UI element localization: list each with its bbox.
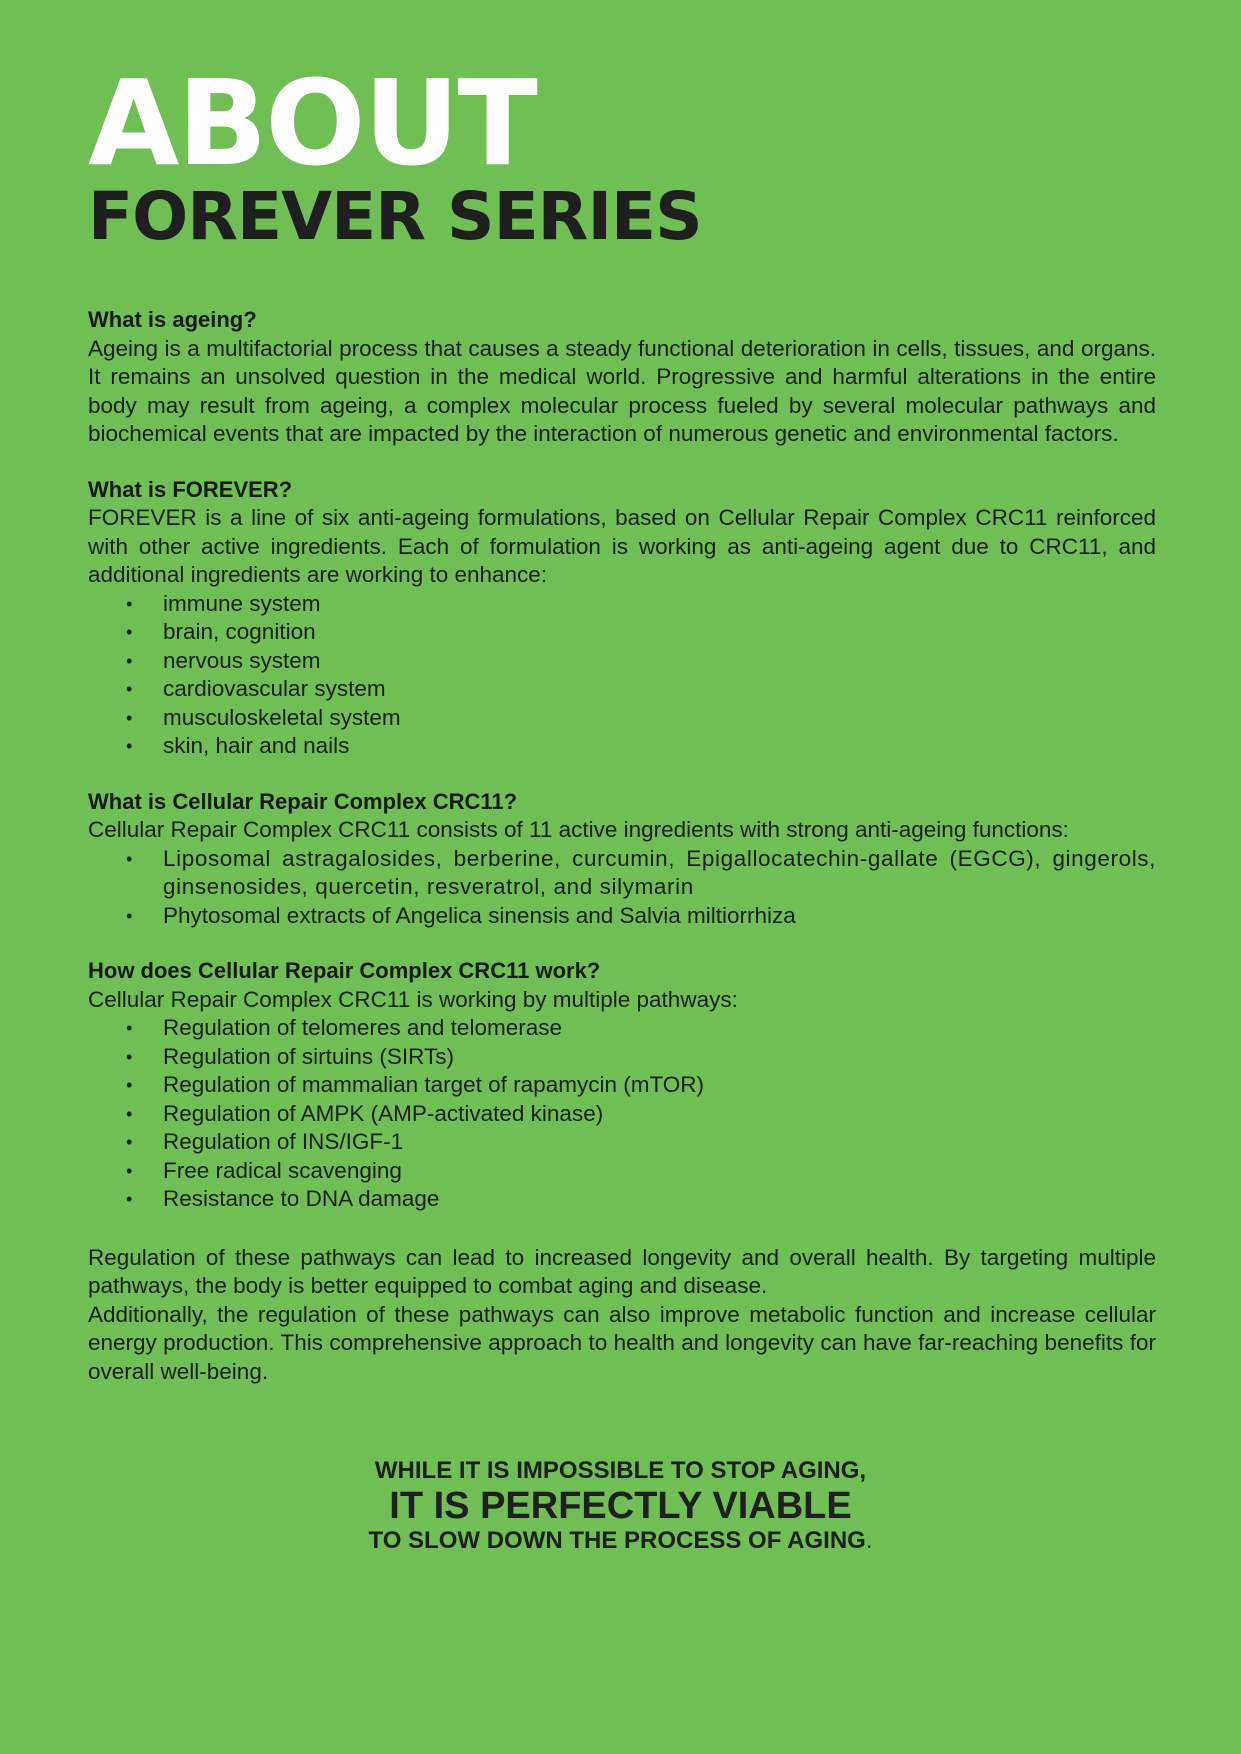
slogan-period: . [865, 1527, 873, 1554]
list-item: • Regulation of sirtuins (SIRTs) [88, 1043, 1156, 1072]
section-what-is-forever [88, 476, 1156, 761]
slogan-line-3-text: TO SLOW DOWN THE PROCESS OF AGING [368, 1527, 866, 1554]
content-body [88, 306, 1156, 1386]
slogan-line-1: WHILE IT IS IMPOSSIBLE TO STOP AGING, [374, 1457, 867, 1484]
list-item: • Resistance to DNA damage [88, 1185, 1156, 1214]
bullet-list [88, 590, 1156, 761]
slogan [0, 1456, 1241, 1556]
closing-paragraph: Regulation of these pathways can lead to increased longevity and overall health. By targeting multiple pathways, the body is better equipped to combat aging and disease. [88, 1244, 1156, 1298]
list-item: • brain, cognition [88, 618, 1156, 647]
list-item: • cardiovascular system [88, 675, 1156, 704]
section-what-is-crc11 [88, 788, 1156, 931]
section-how-crc11-works [88, 957, 1156, 1214]
list-item: • Regulation of INS/IGF-1 [88, 1128, 1156, 1157]
list-item: • Free radical scavenging [88, 1157, 1156, 1186]
list-item: • Regulation of AMPK (AMP-activated kinase) [88, 1100, 1156, 1129]
closing-paragraph: Additionally, the regulation of these pathways can also improve metabolic function and increase cellular energy production. This comprehensive approach to health and longevity can have far-reaching benefits for overall well-being. [88, 1301, 1156, 1384]
section-text: Cellular Repair Complex CRC11 consists of 11 active ingredients with strong anti-ageing functions: [88, 817, 1069, 842]
slogan-line-3 [0, 1526, 1241, 1556]
bullet-list [88, 1014, 1156, 1214]
list-item: • skin, hair and nails [88, 732, 1156, 761]
page-subtitle: FOREVER SERIES [88, 178, 702, 255]
section-heading: How does Cellular Repair Complex CRC11 work? [88, 958, 601, 983]
bullet-list [88, 845, 1156, 931]
list-item: • Phytosomal extracts of Angelica sinensis and Salvia miltiorrhiza [88, 902, 1156, 931]
section-what-is-ageing [88, 306, 1156, 449]
list-item: • Regulation of mammalian target of rapamycin (mTOR) [88, 1071, 1156, 1100]
section-heading: What is ageing? [88, 307, 257, 332]
list-item: • Liposomal astragalosides, berberine, curcumin, Epigallocatechin-gallate (EGCG), gingerols, ginsenosides, quercetin, resveratrol, and silymarin [88, 845, 1156, 902]
section-text: Ageing is a multifactorial process that causes a steady functional deterioration in cells, tissues, and organs. It remains an unsolved question in the medical world. Progressive and harmful alterations in the entire body may result from ageing, a complex molecular process fueled by several molecular pathways and biochemical events that are impacted by the interaction of numerous genetic and environmental factors. [88, 335, 1156, 446]
section-text: FOREVER is a line of six anti-ageing formulations, based on Cellular Repair Complex CRC11 reinforced with other active ingredients. Each of formulation is working as anti-ageing agent due to CRC11, and additional ingredients are working to enhance: [88, 505, 1156, 587]
list-item: • musculoskeletal system [88, 704, 1156, 733]
list-item: • Regulation of telomeres and telomerase [88, 1014, 1156, 1043]
page-title: ABOUT [88, 54, 536, 192]
slogan-line-2: IT IS PERFECTLY VIABLE [389, 1485, 852, 1527]
section-heading: What is Cellular Repair Complex CRC11? [88, 788, 518, 814]
list-item: • immune system [88, 590, 1156, 619]
section-text: Cellular Repair Complex CRC11 is working by multiple pathways: [88, 986, 738, 1012]
section-heading: What is FOREVER? [88, 476, 293, 502]
list-item: • nervous system [88, 647, 1156, 676]
